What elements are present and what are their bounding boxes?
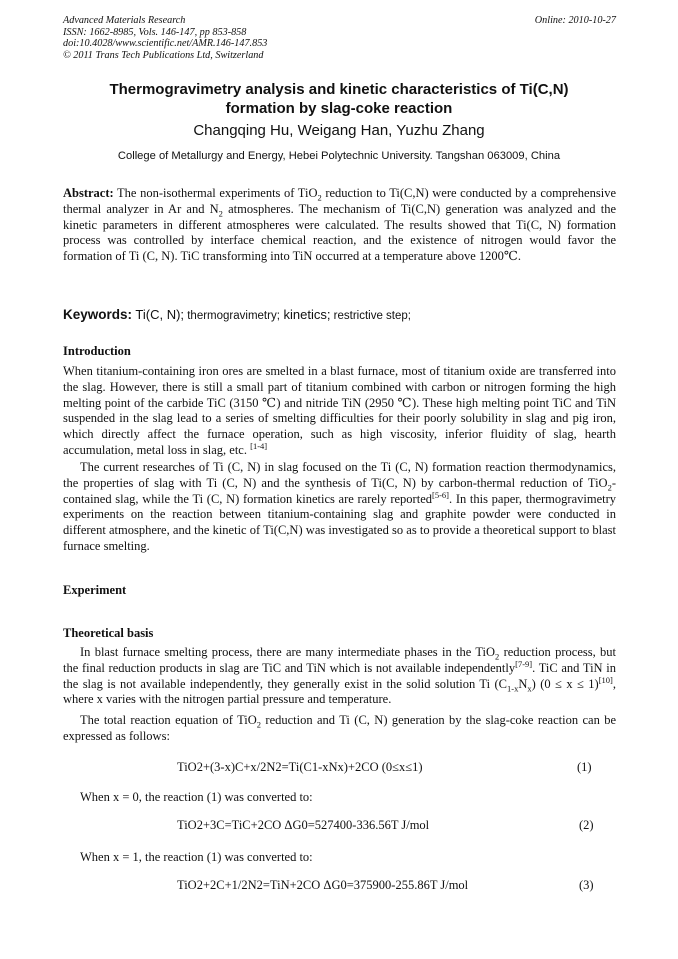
equation-2-number: (2)	[579, 818, 594, 832]
paragraph-text: When titanium-containing iron ores are smelted in a blast furnace, most of titanium oxide are transferred into the slag. However, there is still a small part of titanium combined with carbon or nitrogen forming the high melting point of the carbide TiC (3150 ℃) and nitride TiN (2950 ℃). These high melting point TiC and TiN suspended in the slag lead to a series of smelting difficulties for their poorly solubility in slag and pig iron, which directly affect the furnace operation, such as high viscosity, inferior fluidity of slag, hearth accumulation, metal loss in slag, etc.	[63, 364, 616, 457]
when-x-one: When x = 1, the reaction (1) was converted to:	[80, 850, 313, 864]
theoretical-paragraph-2	[63, 713, 616, 745]
keyword: kinetics;	[279, 307, 331, 322]
keywords	[63, 307, 616, 322]
keyword: Ti(C, N);	[132, 307, 185, 322]
subscript: 2	[218, 208, 223, 219]
subscript: 1-x	[507, 683, 519, 694]
subscript: 2	[495, 651, 500, 662]
title-line-1: Thermogravimetry analysis and kinetic characteristics of Ti(C,N)	[109, 81, 569, 98]
issn-line: ISSN: 1662-8985, Vols. 146-147, pp 853-858	[63, 26, 247, 38]
online-date: Online: 2010-10-27	[534, 15, 616, 26]
paragraph-text: The current researches of Ti (C, N) in slag focused on the Ti (C, N) formation reaction thermodynamics, the properties of slag with Ti (C, N) and the synthesis of Ti(C, N) by carbon-thermal reduction of TiO	[63, 460, 616, 490]
paper-title	[40, 80, 638, 118]
citation[interactable]: [10]	[598, 674, 613, 685]
paragraph-text: , where x varies with the nitrogen partial pressure and temperature.	[63, 676, 616, 707]
subscript: 2	[317, 192, 322, 203]
abstract-text: atmospheres. The mechanism of Ti(C,N) generation was analyzed and the kinetic parameters in different atmospheres were calculated. The results showed that Ti(C, N) formation process was controlled by interface chemical reaction, and the existence of nitrogen would favor the formation of Ti (C, N). TiC transforming into TiN occurred at a temperature above 1200℃.	[63, 201, 616, 264]
introduction-heading: Introduction	[63, 344, 131, 358]
equation-3: TiO2+2C+1/2N2=TiN+2CO ΔG0=375900-255.86T J/mol	[177, 878, 469, 892]
equation-1: TiO2+(3-x)C+x/2N2=Ti(C1-xNx)+2CO (0≤x≤1)	[177, 760, 423, 774]
paragraph-text: In blast furnace smelting process, there are many intermediate phases in the TiO	[80, 645, 496, 659]
introduction-paragraph-1	[63, 364, 616, 459]
paragraph-text: The total reaction equation of TiO	[80, 713, 257, 727]
subscript: 2	[607, 482, 612, 493]
keyword: thermogravimetry;	[184, 310, 280, 322]
theoretical-paragraph-1	[63, 645, 616, 708]
paragraph-text: reduction process, but the final reduction products in slag are TiC and TiN which is not available independently	[63, 645, 616, 675]
doi-line[interactable]: doi:10.4028/www.scientific.net/AMR.146-147.853	[63, 38, 268, 50]
citation[interactable]: [1-4]	[250, 440, 268, 451]
subscript: 2	[256, 719, 262, 730]
abstract-text: The non-isothermal experiments of TiO	[113, 186, 318, 200]
title-line-2: formation by slag-coke reaction	[225, 100, 453, 117]
equation-1-number: (1)	[577, 760, 592, 774]
subscript: x	[527, 683, 532, 694]
citation[interactable]: [5-6]	[432, 489, 449, 500]
equation-2: TiO2+3C=TiC+2CO ΔG0=527400-336.56T J/mol	[177, 818, 430, 832]
citation[interactable]: [7-9]	[515, 658, 533, 669]
abstract-text: reduction to Ti(C,N) were conducted by a comprehensive thermal analyzer in Ar and N	[63, 186, 616, 216]
paragraph-text: reduction and Ti (C, N) generation by the slag-coke reaction can be expressed as follows:	[63, 713, 617, 743]
paragraph-text: N	[518, 676, 528, 691]
keywords-label: Keywords:	[63, 307, 133, 322]
keyword: restrictive step;	[330, 310, 411, 322]
paragraph-text: ) (0 ≤ x ≤ 1)	[531, 676, 599, 691]
authors: Changqing Hu, Weigang Han, Yuzhu Zhang	[193, 122, 485, 139]
theoretical-basis-heading: Theoretical basis	[63, 626, 154, 640]
affiliation: College of Metallurgy and Energy, Hebei Polytechnic University. Tangshan 063009, China	[117, 150, 561, 162]
when-x-zero: When x = 0, the reaction (1) was converted to:	[80, 790, 313, 804]
journal-header	[63, 15, 616, 61]
paragraph-text: . TiC and TiN in the slag is not available independently, they generally exist in the solid solution Ti (C	[63, 660, 616, 691]
copyright-line: © 2011 Trans Tech Publications Ltd, Switzerland	[63, 49, 264, 61]
equation-3-number: (3)	[579, 878, 594, 892]
abstract	[63, 186, 616, 265]
paragraph-text: . In this paper, thermogravimetry experiments on the reaction between titanium-containing slag and graphite powder were conducted in different atmosphere, and the kinetic of Ti(C,N) was investigated so as to provide a theoretical support to blast furnace smelting.	[63, 491, 616, 553]
experiment-heading: Experiment	[63, 583, 127, 597]
abstract-label: Abstract:	[63, 186, 114, 200]
journal-name: Advanced Materials Research	[63, 15, 186, 26]
paragraph-text: -contained slag, while the Ti (C, N) formation kinetics are rarely reported	[63, 475, 616, 506]
introduction-paragraph-2	[63, 460, 616, 555]
